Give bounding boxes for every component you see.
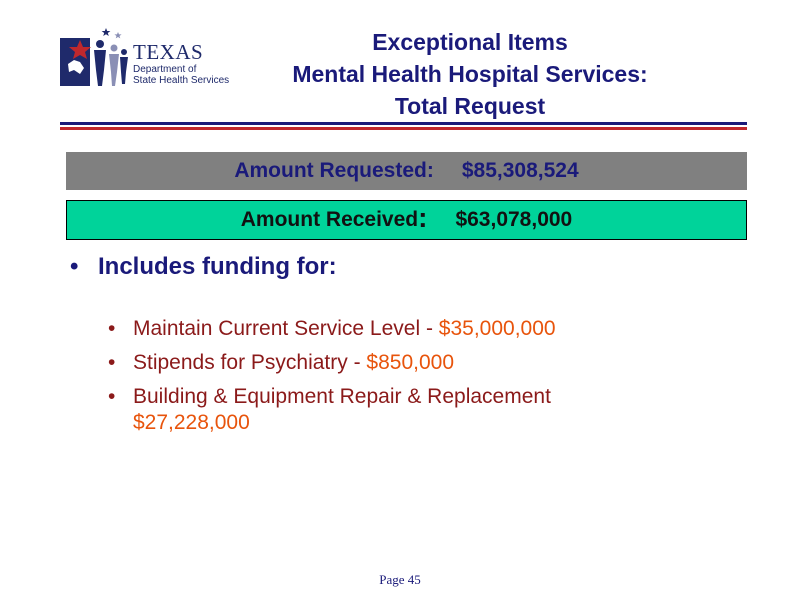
list-item-text: Building & Equipment Repair & Replacement: [133, 385, 551, 408]
list-item-amount: $850,000: [366, 351, 455, 374]
list-item-bullet: •: [108, 351, 116, 374]
amount-requested-box: [66, 152, 747, 190]
list-item-amount: $35,000,000: [438, 317, 556, 340]
list-item: [108, 350, 668, 376]
logo-dept-line2: State Health Services: [133, 75, 230, 86]
main-bullet-text: Includes funding for:: [98, 253, 337, 280]
list-item-bullet: •: [108, 317, 116, 340]
list-item-text: Stipends for Psychiatry -: [133, 351, 367, 374]
main-bullet-symbol: •: [70, 253, 79, 280]
title-line-2: Mental Health Hospital Services:: [292, 61, 648, 87]
list-item-amount: $27,228,000: [133, 411, 250, 434]
amount-received-box: [66, 200, 747, 240]
texas-flag-figures-icon: [60, 26, 132, 92]
list-item-bullet: •: [108, 385, 116, 408]
amount-received-value: $63,078,000: [455, 208, 573, 231]
logo-dept-line1: Department of: [133, 64, 197, 75]
title-rule-red: [60, 127, 747, 130]
list-item: [108, 316, 668, 342]
list-item: [108, 384, 668, 436]
amount-received-label: Amount Received: [240, 208, 419, 231]
funding-list: [108, 316, 668, 444]
main-bullet: [70, 253, 337, 281]
title-rule-blue: [60, 122, 747, 125]
texas-dshs-logo: [60, 26, 235, 92]
title-line-1: Exceptional Items: [372, 29, 568, 55]
amount-requested-label: Amount Requested:: [234, 159, 434, 182]
slide-title: [240, 26, 700, 122]
title-line-3: Total Request: [394, 93, 546, 119]
logo-texas-text: TEXAS: [133, 40, 204, 64]
page-number: Page 45: [379, 572, 421, 587]
amount-received-colon: :: [418, 202, 428, 233]
list-item-text: Maintain Current Service Level -: [133, 317, 439, 340]
amount-requested-value: $85,308,524: [461, 159, 579, 182]
logo-department-text: [133, 64, 229, 86]
